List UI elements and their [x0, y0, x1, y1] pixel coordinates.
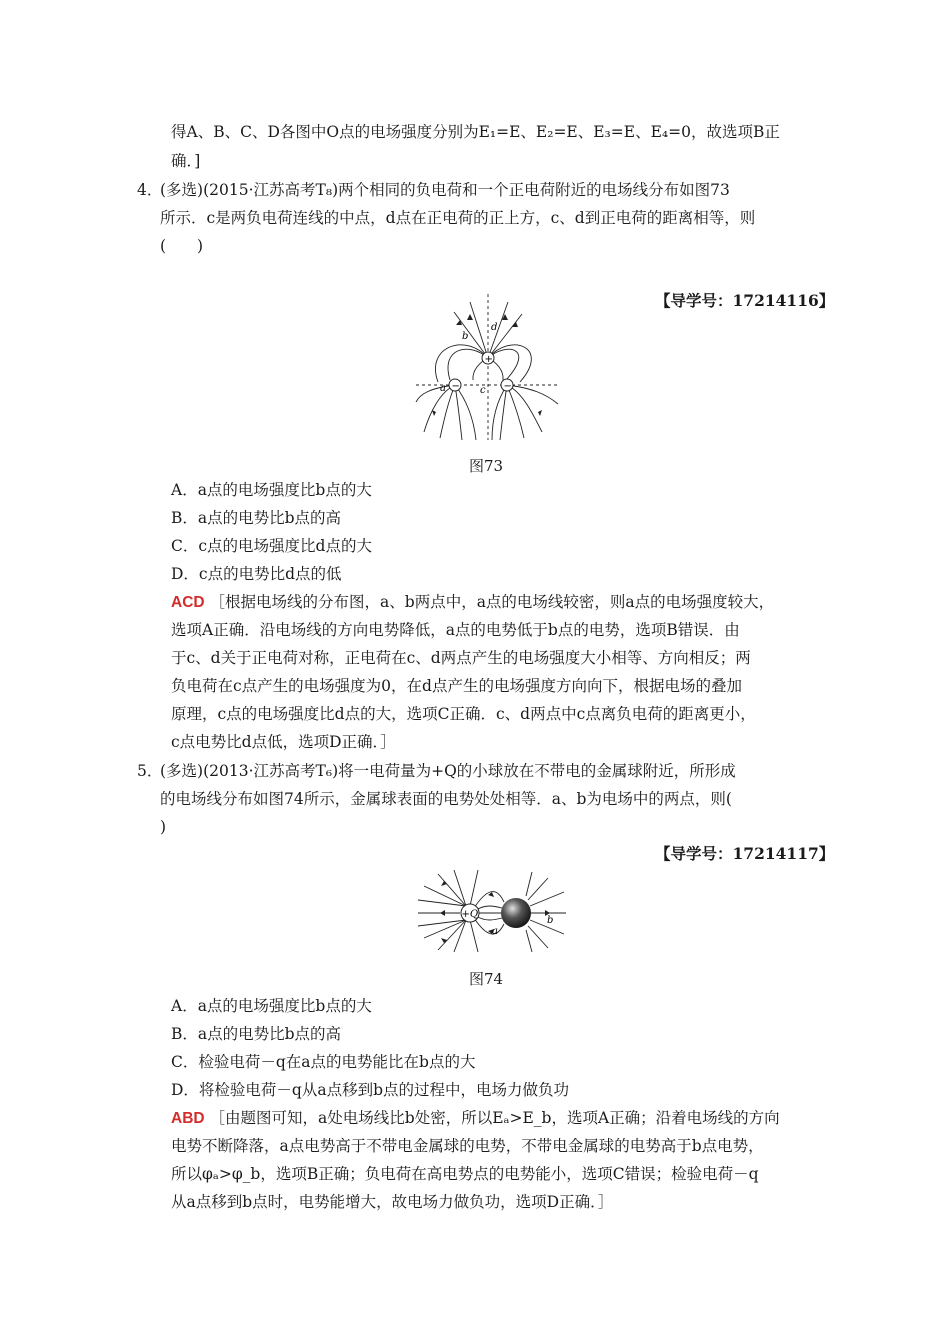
q5-option-d: D．将检验电荷－q从a点移到b点的过程中，电场力做负功 — [171, 1081, 570, 1099]
q4-stem-line-2: 所示．c是两负电荷连线的中点，d点在正电荷的正上方，c、d到正电荷的距离相等，则 — [160, 209, 756, 227]
q4-option-b: B．a点的电势比b点的高 — [171, 509, 342, 527]
fig73-label-a: a — [440, 383, 446, 394]
figure-74-field-lines — [416, 870, 566, 952]
q5-option-b: B．a点的电势比b点的高 — [171, 1025, 342, 1043]
q4-stem-line-1: (多选)(2015·江苏高考T₈)两个相同的负电荷和一个正电荷附近的电场线分布如图73 — [160, 181, 730, 199]
q5-answer: ABD — [171, 1110, 205, 1127]
q4-explain-line-4: 负电荷在c点产生的电场强度为0，在d点产生的电场强度方向向下，根据电场的叠加 — [171, 677, 742, 695]
fig74-label-b: b — [547, 915, 554, 926]
q5-stem-line-1: (多选)(2013·江苏高考T₆)将一电荷量为+Q的小球放在不带电的金属球附近，所形成 — [160, 762, 736, 780]
q5-option-a: A．a点的电场强度比b点的大 — [171, 997, 372, 1015]
q5-explain-line-4: 从a点移到b点时，电势能增大，故电场力做负功，选项D正确．］ — [171, 1193, 614, 1211]
q5-number: 5． — [137, 762, 163, 780]
q4-option-c: C．c点的电场强度比d点的大 — [171, 537, 372, 555]
q4-explain-line-2: 选项A正确．沿电场线的方向电势降低，a点的电势低于b点的电势，选项B错误．由 — [171, 621, 740, 639]
q5-explain-line-2: 电势不断降落，a点电势高于不带电金属球的电势，不带电金属球的电势高于b点电势， — [171, 1137, 764, 1155]
fig73-minus-label-left: − — [451, 381, 460, 392]
fig73-minus-label-right: − — [503, 381, 512, 392]
figure-74-caption: 图74 — [469, 970, 504, 988]
q5-option-c: C．检验电荷－q在a点的电势能比在b点的大 — [171, 1053, 476, 1071]
q4-stem-line-3: ( ) — [160, 237, 204, 255]
figure-73-caption: 图73 — [469, 457, 504, 475]
q5-explain-text-1: ［由题图可知，a处电场线比b处密，所以Eₐ>E_b，选项A正确；沿着电场线的方向 — [209, 1109, 780, 1127]
q5-explain-line-1 — [171, 1108, 780, 1129]
q4-explain-line-6: c点电势比d点低，选项D正确．］ — [171, 733, 396, 751]
q4-explain-line-3: 于c、d关于正电荷对称，正电荷在c、d两点产生的电场强度大小相等、方向相反；两 — [171, 649, 751, 667]
q4-option-a: A．a点的电场强度比b点的大 — [171, 481, 372, 499]
fig73-label-b: b — [462, 331, 469, 342]
q4-guide-number: 【导学号：17214116】 — [655, 291, 835, 310]
q5-guide-number: 【导学号：17214117】 — [655, 844, 835, 863]
q4-explain-line-1 — [171, 592, 774, 613]
q4-number: 4． — [137, 181, 163, 199]
q5-stem-line-2: 的电场线分布如图74所示，金属球表面的电势处处相等．a、b为电场中的两点，则( — [160, 790, 732, 808]
fig74-label-a: a — [492, 926, 498, 937]
intro-line-1: 得A、B、C、D各图中O点的电场强度分别为E₁=E、E₂=E、E₃=E、E₄=0，故选项B正 — [171, 123, 780, 141]
fig73-label-d: d — [491, 322, 498, 333]
q4-answer: ACD — [171, 594, 205, 611]
q4-explain-line-5: 原理，c点的电场强度比d点的大，选项C正确．c、d两点中c点离负电荷的距离更小， — [171, 705, 756, 723]
q5-explain-line-3: 所以φₐ>φ_b，选项B正确；负电荷在高电势点的电势能小，选项C错误；检验电荷－q — [171, 1165, 759, 1183]
intro-line-2: 确．] — [171, 152, 201, 170]
fig73-plus-label: + — [484, 354, 493, 365]
figure-73-field-lines — [410, 292, 570, 442]
q4-explain-text-1: ［根据电场线的分布图，a、b两点中，a点的电场线较密，则a点的电场强度较大， — [209, 593, 775, 611]
fig74-charge-label: +Q — [461, 909, 479, 920]
q5-stem-line-3: ) — [160, 818, 167, 836]
q4-option-d: D．c点的电势比d点的低 — [171, 565, 342, 583]
fig73-label-c: c — [480, 385, 486, 396]
